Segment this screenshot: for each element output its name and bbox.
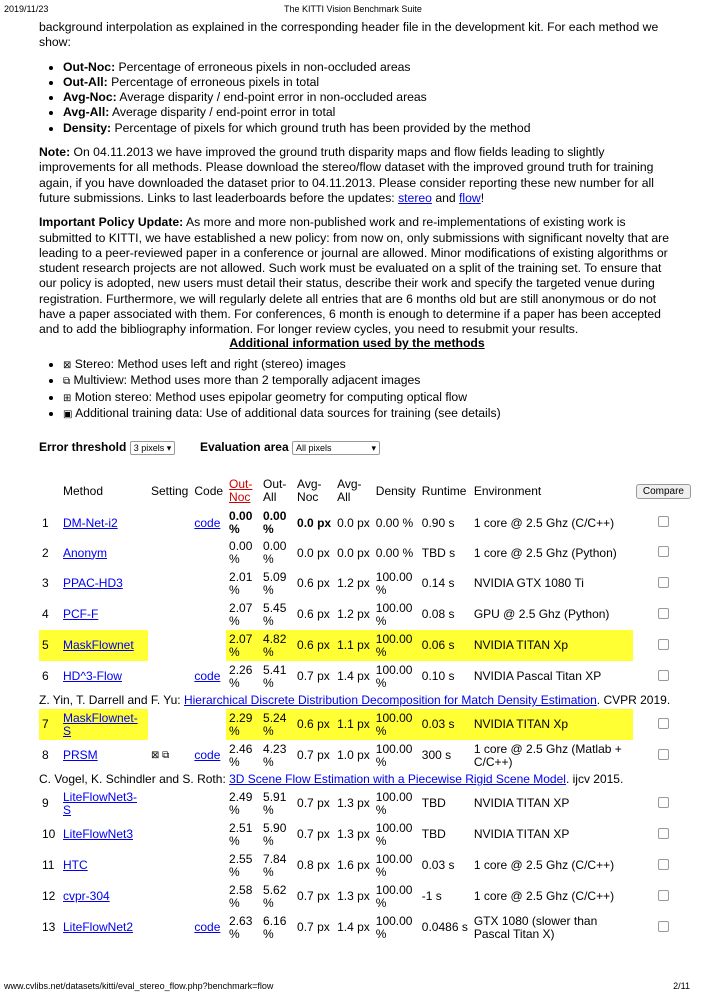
row-outall: 0.00 % [263, 509, 287, 536]
table-row [39, 508, 694, 538]
code-link[interactable]: code [194, 920, 221, 934]
stereo-icon: ⊠ [63, 359, 72, 371]
row-code-cell [191, 538, 226, 568]
row-runtime: TBD [421, 827, 446, 841]
metric-item: • Density: Percentage of pixels for which ground truth has been provided by the method [63, 121, 675, 136]
row-avgall: 1.2 px [337, 607, 370, 621]
print-header [0, 4, 706, 18]
row-outall: 5.45 % [263, 600, 287, 628]
row-outnoc: 2.26 % [229, 662, 253, 690]
col-environment: Environment [473, 483, 542, 498]
row-outnoc: 2.01 % [229, 569, 253, 597]
row-outall: 5.09 % [263, 569, 287, 597]
row-setting [148, 788, 191, 819]
table-row [39, 912, 694, 943]
citation-venue: . CVPR 2019. [596, 693, 671, 707]
compare-checkbox[interactable] [658, 546, 669, 557]
row-density: 100.00 % [375, 882, 413, 910]
method-link[interactable]: HD^3-Flow [63, 669, 122, 683]
flow-link[interactable]: flow [459, 190, 481, 205]
chevron-down-icon: ▾ [371, 442, 376, 453]
row-avgnoc: 0.7 px [297, 827, 330, 841]
row-avgall: 0.0 px [337, 515, 370, 530]
row-code-cell [191, 709, 226, 740]
row-avgall: 1.6 px [337, 858, 370, 872]
code-link[interactable]: code [194, 748, 221, 762]
paper-link[interactable]: 3D Scene Flow Estimation with a Piecewise Rigid Scene Model [229, 772, 566, 786]
table-row [39, 661, 694, 692]
row-environment: NVIDIA GTX 1080 Ti [473, 576, 584, 590]
paper-link[interactable]: Hierarchical Discrete Distribution Decomposition for Match Density Estimation [183, 693, 597, 707]
method-link[interactable]: Anonym [63, 545, 108, 560]
row-code-cell [191, 881, 226, 912]
compare-checkbox[interactable] [658, 718, 669, 729]
col-density: Density [375, 483, 416, 498]
row-density: 100.00 % [375, 741, 413, 769]
row-outnoc: 0.00 % [229, 539, 253, 566]
row-runtime: 0.03 s [421, 858, 455, 872]
additional-info-title: Additional information used by the methods [229, 335, 485, 350]
additional-item: • ⧉ Multiview: Method uses more than 2 temporally adjacent images [63, 373, 675, 389]
row-density: 100.00 % [375, 913, 413, 941]
row-avgnoc: 0.6 px [294, 709, 334, 740]
compare-checkbox[interactable] [658, 890, 669, 901]
citation-cell [39, 692, 694, 709]
compare-checkbox[interactable] [658, 828, 669, 839]
metrics-list [39, 60, 675, 136]
page-content [39, 20, 675, 431]
method-link[interactable]: LiteFlowNet3-S [63, 789, 138, 817]
row-environment: NVIDIA Pascal Titan XP [473, 669, 602, 683]
print-date: 2019/11/23 [4, 4, 49, 14]
additional-info-list [39, 357, 675, 422]
row-rank: 4 [42, 607, 49, 621]
row-outnoc: 2.07 % [226, 630, 260, 661]
evaluation-area-label: Evaluation area [199, 440, 289, 454]
row-avgnoc: 0.7 px [297, 889, 330, 903]
row-setting [148, 661, 191, 692]
col-setting: Setting [151, 483, 189, 498]
row-rank: 13 [42, 920, 56, 934]
training-data-icon: ▣ [63, 408, 73, 420]
row-compare-cell [633, 599, 694, 630]
compare-checkbox[interactable] [658, 516, 669, 527]
row-runtime: 0.03 s [419, 709, 471, 740]
metric-item: • Out-Noc: Percentage of erroneous pixels in non-occluded areas [63, 60, 675, 75]
compare-button[interactable]: Compare [636, 484, 691, 499]
error-threshold-label: Error threshold [39, 440, 127, 454]
row-environment: NVIDIA TITAN Xp [471, 709, 633, 740]
row-rank: 1 [42, 515, 49, 530]
metric-item: • Avg-All: Average disparity / end-point error in total [63, 105, 675, 120]
table-row [39, 709, 694, 740]
col-runtime: Runtime [421, 483, 467, 498]
row-outnoc: 2.58 % [229, 882, 253, 910]
row-environment: NVIDIA TITAN Xp [471, 630, 633, 661]
row-compare-cell [633, 912, 694, 943]
row-avgnoc: 0.6 px [297, 576, 330, 590]
row-environment: 1 core @ 2.5 Ghz (C/C++) [473, 889, 615, 903]
row-avgnoc: 0.0 px [297, 515, 332, 530]
table-row [39, 599, 694, 630]
row-density: 100.00 % [375, 662, 413, 690]
table-row [39, 538, 694, 568]
row-method-cell [60, 538, 148, 568]
row-rank: 6 [42, 669, 49, 683]
compare-checkbox[interactable] [658, 859, 669, 870]
stereo-link[interactable]: stereo [398, 190, 432, 205]
row-setting [148, 709, 191, 740]
row-runtime: 0.14 s [421, 576, 455, 590]
method-link[interactable]: PPAC-HD3 [63, 576, 123, 590]
row-setting [148, 599, 191, 630]
row-setting [148, 819, 191, 850]
row-density: 100.00 % [373, 709, 419, 740]
row-method-cell [60, 709, 148, 740]
method-link[interactable]: LiteFlowNet3 [63, 827, 134, 841]
row-method-cell [60, 568, 148, 599]
row-outnoc: 0.00 % [229, 509, 253, 536]
row-setting [148, 912, 191, 943]
row-avgall: 1.4 px [337, 920, 370, 934]
row-avgall: 0.0 px [337, 545, 370, 560]
row-setting [148, 630, 191, 661]
row-density: 0.00 % [375, 545, 414, 560]
code-link[interactable]: code [194, 515, 221, 530]
row-avgnoc: 0.8 px [297, 858, 330, 872]
row-runtime: 0.10 s [421, 669, 455, 683]
additional-item: • ⊠ Stereo: Method uses left and right (stereo) images [63, 357, 675, 373]
row-outall: 5.41 % [263, 662, 287, 690]
col-method: Method [63, 483, 104, 498]
method-link[interactable]: LiteFlowNet2 [63, 920, 134, 934]
row-method-cell [60, 599, 148, 630]
row-setting [148, 508, 191, 538]
row-avgall: 1.0 px [337, 748, 370, 762]
row-outall: 5.62 % [263, 882, 287, 910]
row-density: 100.00 % [373, 630, 419, 661]
row-compare-cell [633, 630, 694, 661]
col-avgall: Avg-All [337, 477, 362, 504]
row-runtime: TBD [421, 796, 446, 810]
row-environment: 1 core @ 2.5 Ghz (C/C++) [473, 515, 615, 530]
compare-checkbox[interactable] [658, 797, 669, 808]
col-outall: Out-All [263, 477, 287, 504]
note-paragraph: Note: On 04.11.2013 we have improved the ground truth disparity maps and flow fields leading to slightly improvements for all methods. Please download the stereo/flow dataset with the improved ground truth for training again, if you have downloaded the dataset prior to 04.11.2013. Please consider reporting these new number for all future submissions. Links to last leaderboards before the updates: stereo and flow! [39, 145, 654, 205]
row-rank: 5 [39, 630, 60, 661]
row-environment: 1 core @ 2.5 Ghz (Matlab + C/C++) [473, 741, 622, 769]
compare-checkbox[interactable] [658, 921, 669, 932]
row-rank: 9 [42, 796, 49, 810]
row-method-cell [60, 661, 148, 692]
metric-item: • Avg-Noc: Average disparity / end-point error in non-occluded areas [63, 90, 675, 105]
row-method-cell [60, 819, 148, 850]
row-compare-cell [633, 881, 694, 912]
row-rank: 3 [42, 576, 49, 590]
row-avgall: 1.3 px [337, 796, 370, 810]
compare-checkbox[interactable] [658, 749, 669, 760]
row-rank: 10 [42, 827, 56, 841]
row-avgnoc: 0.7 px [297, 920, 330, 934]
row-code-cell [191, 568, 226, 599]
code-link[interactable]: code [194, 669, 221, 683]
citation-authors: Z. Yin, T. Darrell and F. Yu: [39, 693, 184, 707]
method-link[interactable]: HTC [63, 858, 88, 872]
row-compare-cell [633, 740, 694, 771]
row-avgnoc: 0.7 px [297, 748, 330, 762]
row-compare-cell [633, 788, 694, 819]
row-avgnoc: 0.0 px [297, 545, 330, 560]
row-environment: GPU @ 2.5 Ghz (Python) [473, 607, 610, 621]
row-density: 0.00 % [375, 515, 414, 530]
table-row [39, 819, 694, 850]
row-compare-cell [633, 568, 694, 599]
row-method-cell [60, 912, 148, 943]
compare-checkbox[interactable] [658, 608, 669, 619]
row-setting [148, 568, 191, 599]
method-link[interactable]: MaskFlownet-S [63, 710, 138, 738]
row-code-cell [191, 788, 226, 819]
row-rank: 7 [39, 709, 60, 740]
row-code-cell [191, 850, 226, 881]
row-rank: 2 [42, 545, 49, 560]
row-method-cell [60, 508, 148, 538]
motion-stereo-icon: ⊞ [63, 392, 72, 404]
row-compare-cell [633, 819, 694, 850]
row-runtime: TBD s [421, 545, 456, 560]
row-environment: 1 core @ 2.5 Ghz (Python) [473, 545, 617, 560]
policy-paragraph: Important Policy Update: As more and more non-published work and re-implementations of existing work is submitted to KITTI, we have established a new policy: from now on, only submissions with significant novelty that are leading to a peer-reviewed paper in a conference or journal are allowed. Minor modifications of existing algorithms or student research projects are not allowed. Such work must be evaluated on a split of the training set. To ensure that our policy is adopted, new users must detail their status, describe their work and specify the targeted venue during registration. Furthermore, we will regularly delete all entries that are 6 months old but are still anonymous or do not have a paper associated with them. For conferences, 6 month is enough to determine if a paper has been accepted and to add the bibliography information. For longer review cycles, you need to resubmit your results. [39, 215, 669, 337]
row-outnoc: 2.63 % [229, 913, 253, 941]
row-avgnoc: 0.6 px [294, 630, 334, 661]
method-link[interactable]: PRSM [63, 748, 98, 762]
additional-item: • ⊞ Motion stereo: Method uses epipolar geometry for computing optical flow [63, 390, 675, 406]
row-code-cell [191, 661, 226, 692]
table-row [39, 788, 694, 819]
row-environment: 1 core @ 2.5 Ghz (C/C++) [473, 858, 615, 872]
row-runtime: 0.90 s [421, 515, 455, 530]
row-avgnoc: 0.7 px [297, 669, 330, 683]
row-outall: 0.00 % [263, 539, 287, 566]
row-avgnoc: 0.6 px [297, 607, 330, 621]
row-setting [148, 850, 191, 881]
row-runtime: 0.08 s [421, 607, 455, 621]
row-avgall: 1.3 px [337, 827, 370, 841]
citation-authors: C. Vogel, K. Schindler and S. Roth: [39, 772, 230, 786]
table-header-row [39, 474, 694, 508]
row-method-cell [60, 881, 148, 912]
row-runtime: -1 s [421, 889, 442, 903]
row-avgnoc: 0.7 px [297, 796, 330, 810]
row-rank: 12 [42, 889, 56, 903]
table-row [39, 881, 694, 912]
row-code-cell [191, 912, 226, 943]
row-density: 100.00 % [375, 600, 413, 628]
print-page: 2/11 [673, 981, 690, 991]
row-density: 100.00 % [375, 820, 413, 848]
row-setting [148, 881, 191, 912]
col-avgnoc: Avg-Noc [297, 477, 322, 504]
row-method-cell [60, 850, 148, 881]
evaluation-area-select[interactable]: All pixels ▾ [292, 441, 380, 455]
intro-text: background interpolation as explained in the corresponding header file in the development kit. For each method we show: [39, 20, 659, 50]
row-avgall: 1.2 px [337, 576, 370, 590]
row-setting: ⊠ ⧉ [151, 750, 170, 761]
row-outnoc: 2.46 % [229, 741, 253, 769]
row-outall: 5.24 % [260, 709, 294, 740]
table-row [39, 630, 694, 661]
row-code-cell [191, 630, 226, 661]
citation-row [39, 771, 694, 788]
row-environment: NVIDIA TITAN XP [473, 796, 570, 810]
method-link[interactable]: MaskFlownet [63, 638, 134, 652]
row-outall: 4.82 % [260, 630, 294, 661]
row-rank: 8 [42, 748, 49, 762]
row-runtime: 0.06 s [419, 630, 471, 661]
row-environment: NVIDIA TITAN XP [473, 827, 570, 841]
method-link[interactable]: DM-Net-i2 [63, 515, 118, 530]
multiview-icon: ⧉ [63, 376, 71, 388]
row-method-cell [60, 740, 148, 771]
compare-checkbox[interactable] [658, 670, 669, 681]
row-code-cell [191, 819, 226, 850]
row-compare-cell [633, 709, 694, 740]
col-code: Code [194, 483, 224, 498]
metric-item: • Out-All: Percentage of erroneous pixels in total [63, 75, 675, 90]
table-row [39, 568, 694, 599]
row-runtime: 0.0486 s [421, 920, 468, 934]
row-code-cell [191, 599, 226, 630]
row-compare-cell [633, 850, 694, 881]
row-avgall: 1.1 px [334, 630, 373, 661]
citation-row [39, 692, 694, 709]
filter-controls [39, 440, 380, 455]
results-table [39, 474, 694, 943]
method-link[interactable]: cvpr-304 [63, 889, 110, 903]
row-outall: 5.90 % [263, 820, 287, 848]
row-outall: 7.84 % [263, 851, 287, 879]
error-threshold-select[interactable]: 3 pixels ▾ [130, 441, 176, 455]
compare-checkbox[interactable] [658, 577, 669, 588]
row-density: 100.00 % [375, 789, 413, 817]
additional-item: • ▣ Additional training data: Use of additional data sources for training (see details) [63, 406, 675, 422]
row-code-cell [191, 740, 226, 771]
row-setting [148, 538, 191, 568]
row-outall: 6.16 % [263, 913, 287, 941]
row-code-cell [191, 508, 226, 538]
col-outnoc-sort-link[interactable]: Out-Noc [229, 477, 253, 504]
citation-venue: . ijcv 2015. [565, 772, 624, 786]
row-outnoc: 2.51 % [229, 820, 253, 848]
row-density: 100.00 % [375, 851, 413, 879]
row-compare-cell [633, 538, 694, 568]
row-outnoc: 2.29 % [226, 709, 260, 740]
row-avgall: 1.4 px [337, 669, 370, 683]
row-method-cell [60, 788, 148, 819]
table-row [39, 740, 694, 771]
row-outnoc: 2.55 % [229, 851, 253, 879]
compare-checkbox[interactable] [658, 639, 669, 650]
row-outall: 4.23 % [263, 741, 287, 769]
table-row [39, 850, 694, 881]
row-rank: 11 [42, 858, 55, 872]
print-url: www.cvlibs.net/datasets/kitti/eval_stereo_flow.php?benchmark=flow [4, 981, 274, 991]
row-outnoc: 2.49 % [229, 789, 253, 817]
row-avgall: 1.1 px [334, 709, 373, 740]
row-method-cell [60, 630, 148, 661]
row-outnoc: 2.07 % [229, 600, 253, 628]
row-compare-cell [633, 508, 694, 538]
row-runtime: 300 s [421, 748, 452, 762]
row-avgall: 1.3 px [337, 889, 370, 903]
row-outall: 5.91 % [263, 789, 287, 817]
method-link[interactable]: PCF-F [63, 607, 99, 621]
print-title: The KITTI Vision Benchmark Suite [284, 4, 422, 14]
row-compare-cell [633, 661, 694, 692]
row-density: 100.00 % [375, 569, 413, 597]
row-environment: GTX 1080 (slower than Pascal Titan X) [473, 913, 598, 941]
citation-cell [39, 771, 694, 788]
